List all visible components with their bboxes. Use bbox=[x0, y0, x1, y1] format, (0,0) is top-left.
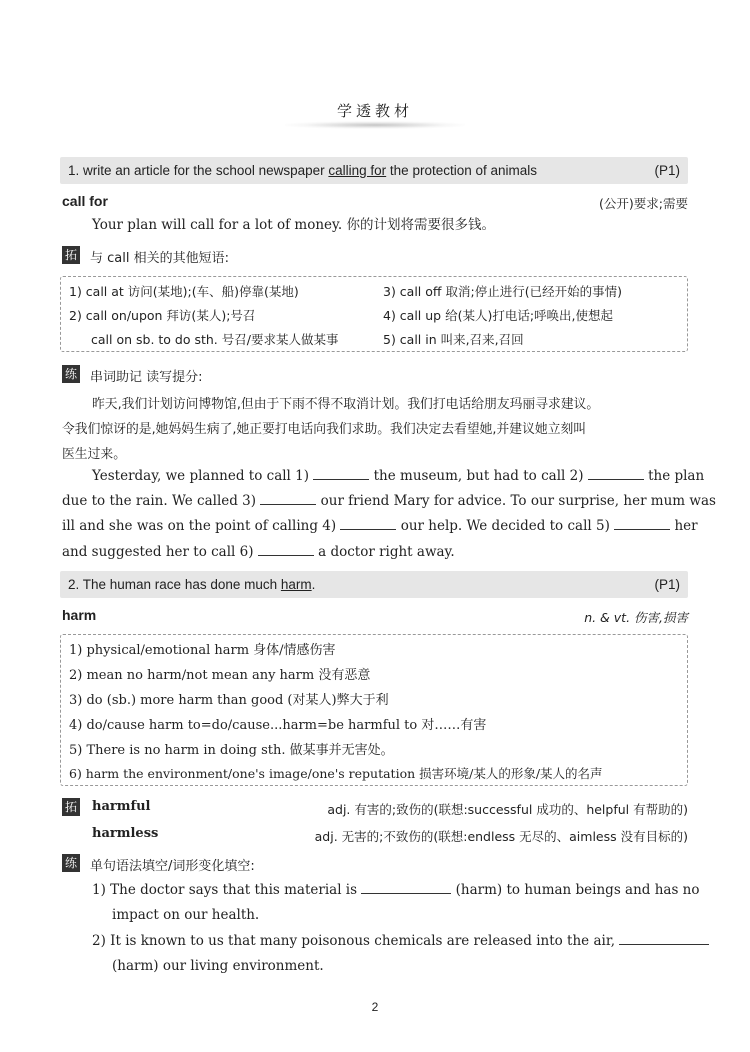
chinese-passage-line-3: 医生过来。 bbox=[62, 447, 126, 462]
blank-4[interactable] bbox=[340, 518, 396, 530]
passage-text: the museum, but had to call 2) bbox=[369, 468, 588, 484]
english-passage-line-2 bbox=[62, 493, 716, 509]
question-1-line-1 bbox=[92, 882, 700, 898]
blank-6[interactable] bbox=[258, 544, 314, 556]
chinese-passage-line-1: 昨天,我们计划访问博物馆,但由于下雨不得不取消计划。我们打电话给朋友玛丽寻求建议。 bbox=[92, 397, 600, 412]
passage-text: the plan bbox=[643, 468, 705, 484]
usage-item: 1) physical/emotional harm 身体/情感伤害 bbox=[69, 643, 336, 658]
practice-tag-1: 练 bbox=[62, 365, 80, 383]
page-ref-2: (P1) bbox=[654, 577, 680, 592]
passage-text: our friend Mary for advice. To our surprise, her mum was bbox=[316, 493, 716, 509]
question-2-blank[interactable] bbox=[619, 933, 709, 945]
phrase-item: 2) call on/upon 拜访(某人);号召 bbox=[69, 308, 256, 323]
headword-harm: harm bbox=[62, 607, 97, 623]
sentence-bar-2 bbox=[60, 571, 688, 598]
english-passage-line-4 bbox=[62, 544, 455, 560]
question-2-line-1 bbox=[92, 933, 709, 949]
sentence-2-pre: 2. The human race has done much bbox=[68, 577, 281, 592]
question-1-blank[interactable] bbox=[361, 882, 451, 894]
passage-text: Yesterday, we planned to call 1) bbox=[92, 468, 314, 484]
blank-1[interactable] bbox=[313, 468, 369, 480]
passage-text: a doctor right away. bbox=[313, 544, 455, 560]
section-title: 学透教材 bbox=[336, 102, 413, 120]
usage-item: 3) do (sb.) more harm than good (对某人)弊大于利 bbox=[69, 693, 389, 708]
derived-word-harmful: harmful bbox=[92, 799, 151, 814]
phrase-item: 1) call at 访问(某地);(车、船)停靠(某地) bbox=[69, 284, 299, 299]
sentence-bar-1 bbox=[60, 157, 688, 184]
passage-text: ill and she was on the point of calling 4) bbox=[62, 518, 341, 534]
phrase-item: call on sb. to do sth. 号召/要求某人做某事 bbox=[91, 332, 339, 347]
phrase-item: 5) call in 叫来,召来,召回 bbox=[383, 332, 524, 347]
blank-2[interactable] bbox=[588, 468, 644, 480]
extension-title-1: 与 call 相关的其他短语: bbox=[90, 251, 229, 266]
usage-item: 4) do/cause harm to=do/cause...harm=be harmful to 对……有害 bbox=[69, 718, 487, 733]
usage-box-harm bbox=[60, 634, 688, 786]
usage-item: 2) mean no harm/not mean any harm 没有恶意 bbox=[69, 668, 371, 683]
sentence-1-key: calling for bbox=[328, 163, 387, 178]
example-sentence-call-for: Your plan will call for a lot of money. 你的计划将需要很多钱。 bbox=[92, 217, 495, 233]
page-number: 2 bbox=[371, 1000, 379, 1014]
sentence-2-key: harm bbox=[280, 577, 312, 592]
derived-word-harmful-def: adj. 有害的;致伤的(联想:successful 成功的、helpful 有帮助的) bbox=[327, 802, 688, 817]
headword-call-for-meaning: (公开)要求;需要 bbox=[599, 196, 688, 211]
sentence-1-pre: 1. write an article for the school newspaper bbox=[68, 163, 329, 178]
sentence-2-post: . bbox=[311, 577, 316, 592]
passage-text: our help. We decided to call 5) bbox=[396, 518, 615, 534]
derived-word-harmless-def: adj. 无害的;不致伤的(联想:endless 无尽的、aimless 没有目标的) bbox=[314, 829, 688, 844]
phrase-box-call bbox=[60, 276, 688, 352]
question-text: 1) The doctor says that this material is bbox=[92, 882, 362, 898]
practice-title-1: 串词助记 读写提分: bbox=[90, 370, 203, 385]
practice-title-2: 单句语法填空/词形变化填空: bbox=[90, 859, 255, 874]
question-1-line-2: impact on our health. bbox=[112, 907, 260, 923]
extension-tag-2: 拓 bbox=[62, 798, 80, 816]
question-text: 2) It is known to us that many poisonous chemicals are released into the air, bbox=[92, 933, 620, 949]
question-2-line-2: (harm) our living environment. bbox=[112, 958, 324, 974]
title-underline-decoration bbox=[285, 121, 465, 129]
passage-text: her bbox=[670, 518, 698, 534]
blank-5[interactable] bbox=[614, 518, 670, 530]
chinese-passage-line-2: 令我们惊讶的是,她妈妈生病了,她正要打电话向我们求助。我们决定去看望她,并建议她立刻叫 bbox=[62, 422, 587, 437]
passage-text: and suggested her to call 6) bbox=[62, 544, 258, 560]
usage-item: 6) harm the environment/one's image/one's reputation 损害环境/某人的形象/某人的名声 bbox=[69, 766, 603, 781]
phrase-item: 3) call off 取消;停止进行(已经开始的事情) bbox=[383, 284, 622, 299]
derived-word-harmless: harmless bbox=[92, 826, 159, 841]
usage-item: 5) There is no harm in doing sth. 做某事并无害处。 bbox=[69, 743, 394, 758]
practice-tag-2: 练 bbox=[62, 854, 80, 872]
sentence-1-post: the protection of animals bbox=[386, 163, 538, 178]
headword-call-for: call for bbox=[62, 193, 108, 209]
question-text: (harm) to human beings and has no bbox=[451, 882, 700, 898]
blank-3[interactable] bbox=[260, 493, 316, 505]
headword-harm-meaning: n. & vt. 伤害,损害 bbox=[584, 610, 688, 625]
extension-tag-1: 拓 bbox=[62, 246, 80, 264]
page-ref-1: (P1) bbox=[654, 163, 680, 178]
english-passage-line-3 bbox=[62, 518, 698, 534]
english-passage-line-1 bbox=[92, 468, 704, 484]
phrase-item: 4) call up 给(某人)打电话;呼唤出,使想起 bbox=[383, 308, 614, 323]
passage-text: due to the rain. We called 3) bbox=[62, 493, 261, 509]
